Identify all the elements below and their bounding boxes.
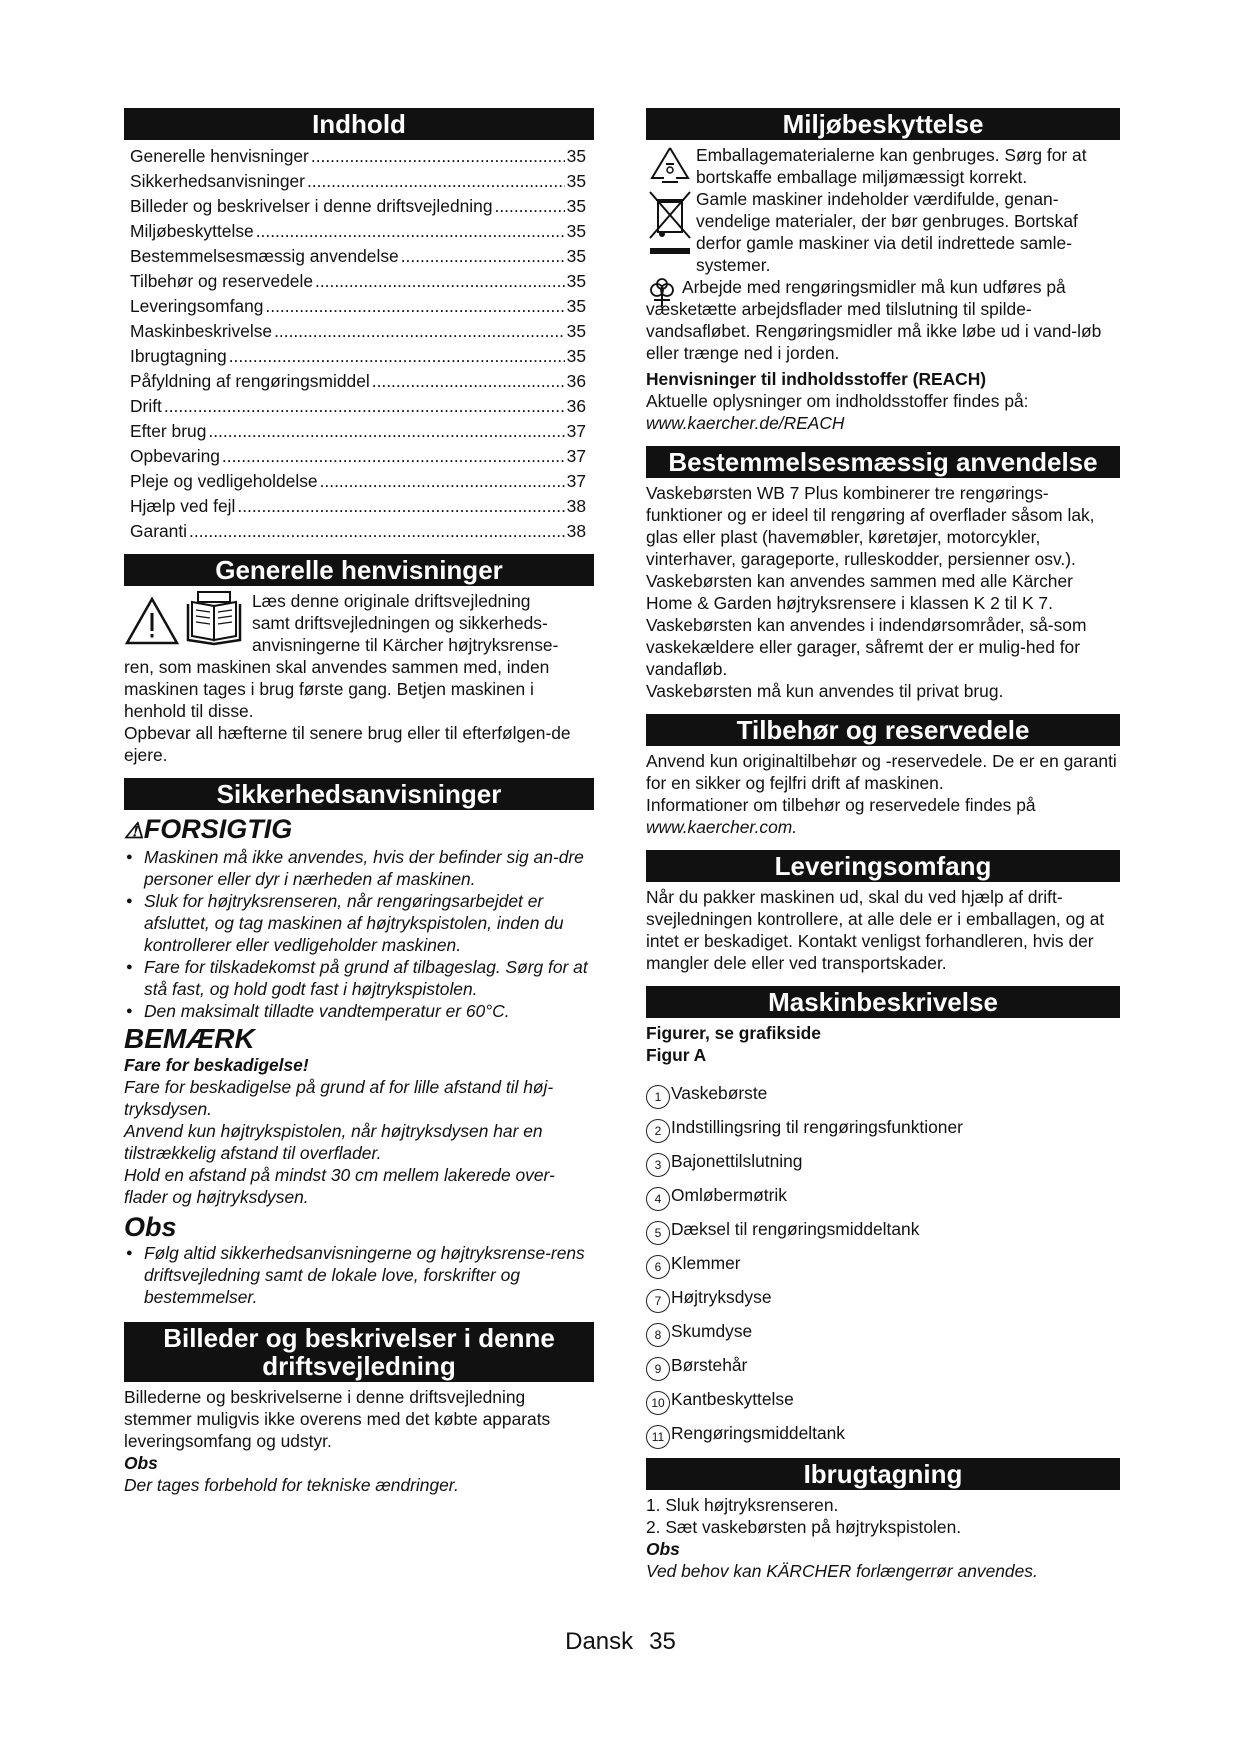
part-number-badge: 2 xyxy=(646,1119,670,1143)
part-label: Højtryksdyse xyxy=(671,1286,772,1307)
toc-entry[interactable] xyxy=(124,269,594,294)
list-item xyxy=(646,1246,1120,1280)
toc-leader-dots xyxy=(222,444,565,469)
toc-leader-dots xyxy=(164,394,565,419)
list-item xyxy=(646,1280,1120,1314)
toc-entry-page: 35 xyxy=(566,321,586,341)
delivery-body: Når du pakker maskinen ud, skal du ved hjælp af drift-svejledningen kontrollere, at alle dele er i emballagen, og at intet er beskadiget. Kontakt venligst forhandleren, hvis der mangler dele eller ved transportskader. xyxy=(646,887,1105,973)
toc-entry[interactable] xyxy=(124,294,594,319)
toc-entry-title: Hjælp ved fejl xyxy=(130,496,236,516)
list-item xyxy=(646,1144,1120,1178)
toc-entry-title: Bestemmelsesmæssig anvendelse xyxy=(130,246,399,266)
toc-entry[interactable] xyxy=(124,194,594,219)
toc-entry[interactable] xyxy=(124,469,594,494)
startup-step: 1. Sluk højtryksrenseren. xyxy=(646,1495,839,1515)
environment-old-machines xyxy=(646,188,1120,276)
toc-entry-title: Miljøbeskyttelse xyxy=(130,221,254,241)
intended-use-heading: Bestemmelsesmæssig anvendelse xyxy=(646,446,1120,478)
toc-entry-page: 35 xyxy=(566,246,586,266)
notice-line-3: Hold en afstand på mindst 30 cm mellem lakerede over-flader og højtryksdysen. xyxy=(124,1165,555,1207)
general-intro xyxy=(124,590,594,656)
toc-entry-page: 37 xyxy=(566,421,586,441)
toc-entry-page: 35 xyxy=(566,346,586,366)
caution-list xyxy=(124,846,594,1022)
left-column xyxy=(124,108,594,1496)
toc-entry[interactable] xyxy=(124,319,594,344)
machine-heading: Maskinbeskrivelse xyxy=(646,986,1120,1018)
parts-list xyxy=(646,1076,1120,1450)
caution-triangle-icon: ⚠ xyxy=(124,818,144,843)
environment-detergent xyxy=(646,276,1120,364)
right-column xyxy=(646,108,1120,1582)
part-label: Vaskebørste xyxy=(671,1082,768,1103)
part-number-badge: 10 xyxy=(646,1391,670,1415)
part-number-badge: 6 xyxy=(646,1255,670,1279)
read-manual-icon xyxy=(184,590,244,646)
toc-leader-dots xyxy=(495,194,565,219)
accessories-body-2: Informationer om tilbehør og reservedele findes på xyxy=(646,795,1036,815)
general-intro-line-3: anvisningerne til Kärcher højtryksrense- xyxy=(252,635,559,655)
detergent-hazard-icon xyxy=(648,278,676,308)
part-label: Omløbermøtrik xyxy=(671,1184,787,1205)
toc-leader-dots xyxy=(311,144,565,169)
table-of-contents xyxy=(124,144,594,544)
part-number-badge: 11 xyxy=(646,1425,670,1449)
part-label: Bajonettilslutning xyxy=(671,1150,803,1171)
toc-heading: Indhold xyxy=(124,108,594,140)
page-number: 35 xyxy=(649,1628,676,1655)
startup-step: 2. Sæt vaskebørsten på højtrykspistolen. xyxy=(646,1517,962,1537)
general-body-2: Opbevar all hæfterne til senere brug eller til efterfølgen-de ejere. xyxy=(124,723,571,765)
toc-entry-page: 35 xyxy=(566,296,586,316)
crossed-bin-icon xyxy=(646,188,694,260)
toc-leader-dots xyxy=(401,244,565,269)
toc-entry-title: Påfyldning af rengøringsmiddel xyxy=(130,371,370,391)
toc-entry[interactable] xyxy=(124,394,594,419)
toc-leader-dots xyxy=(229,344,565,369)
toc-entry-page: 38 xyxy=(566,521,586,541)
general-body: ren, som maskinen skal anvendes sammen med, inden maskinen tages i brug første gang. Betjen maskinen i henhold til disse. xyxy=(124,657,550,721)
part-number-badge: 9 xyxy=(646,1357,670,1381)
environment-packaging xyxy=(646,144,1120,188)
toc-entry[interactable] xyxy=(124,144,594,169)
list-item xyxy=(646,1212,1120,1246)
list-item: ● Fare for tilskadekomst på grund af tilbageslag. Sørg for at stå fast, og hold godt fast i højtrykspistolen. xyxy=(124,956,594,1000)
general-intro-line-2: samt driftsvejledningen og sikkerheds- xyxy=(252,613,548,633)
toc-leader-dots xyxy=(274,319,565,344)
toc-entry-title: Opbevaring xyxy=(130,446,220,466)
intended-use-para: Vaskebørsten WB 7 Plus kombinerer tre rengørings-funktioner og er ideel til rengøring af overflader såsom lak, glas eller plast (havemøbler, køretøjer, motorcykler, vinterhaver, garageporte, rulleskodder, persienner osv.). xyxy=(646,483,1095,569)
part-label: Børstehår xyxy=(671,1354,748,1375)
toc-entry-title: Efter brug xyxy=(130,421,207,441)
images-obs-label: Obs xyxy=(124,1453,158,1473)
toc-entry-page: 36 xyxy=(566,396,586,416)
toc-entry-page: 35 xyxy=(566,221,586,241)
toc-entry[interactable] xyxy=(124,369,594,394)
toc-entry[interactable] xyxy=(124,494,594,519)
accessories-link[interactable]: www.kaercher.com. xyxy=(646,817,798,837)
part-number-badge: 1 xyxy=(646,1085,670,1109)
toc-leader-dots xyxy=(320,469,565,494)
toc-leader-dots xyxy=(256,219,565,244)
startup-obs-text: Ved behov kan KÄRCHER forlængerrør anvendes. xyxy=(646,1561,1038,1581)
toc-leader-dots xyxy=(307,169,565,194)
toc-entry-title: Drift xyxy=(130,396,162,416)
toc-entry-title: Billeder og beskrivelser i denne driftsvejledning xyxy=(130,196,493,216)
general-heading: Generelle henvisninger xyxy=(124,554,594,586)
toc-leader-dots xyxy=(237,494,564,519)
part-number-badge: 7 xyxy=(646,1289,670,1313)
toc-entry[interactable] xyxy=(124,419,594,444)
footer-language: Dansk xyxy=(565,1628,634,1655)
list-item xyxy=(646,1416,1120,1450)
list-item: ● Den maksimalt tilladte vandtemperatur er 60°C. xyxy=(124,1000,594,1022)
notice-line-1: Fare for beskadigelse på grund af for lille afstand til høj-tryksdysen. xyxy=(124,1077,554,1119)
obs-label: Obs xyxy=(124,1212,177,1242)
toc-entry-title: Pleje og vedligeholdelse xyxy=(130,471,318,491)
part-label: Klemmer xyxy=(671,1252,741,1273)
toc-entry-page: 35 xyxy=(566,196,586,216)
part-label: Dæksel til rengøringsmiddeltank xyxy=(671,1218,920,1239)
delivery-heading: Leveringsomfang xyxy=(646,850,1120,882)
reach-link[interactable]: www.kaercher.de/REACH xyxy=(646,413,845,433)
accessories-body: Anvend kun originaltilbehør og -reservedele. De er en garanti for en sikker og fejlfri drift af maskinen. xyxy=(646,751,1117,793)
toc-leader-dots xyxy=(372,369,565,394)
toc-entry[interactable] xyxy=(124,244,594,269)
toc-entry-page: 35 xyxy=(566,171,586,191)
toc-leader-dots xyxy=(189,519,565,544)
part-number-badge: 3 xyxy=(646,1153,670,1177)
caution-label: ⚠FORSIGTIG xyxy=(124,814,293,844)
list-item xyxy=(646,1382,1120,1416)
intended-use-para: Vaskebørsten må kun anvendes til privat brug. xyxy=(646,681,1004,701)
list-item: ● Følg altid sikkerhedsanvisningerne og højtryksrense-rens driftsvejledning samt de lokale love, forskrifter og bestemmelser. xyxy=(124,1242,594,1308)
toc-entry-title: Tilbehør og reservedele xyxy=(130,271,314,291)
part-number-badge: 4 xyxy=(646,1187,670,1211)
list-item xyxy=(646,1348,1120,1382)
obs-list xyxy=(124,1242,594,1308)
toc-entry[interactable] xyxy=(124,169,594,194)
safety-heading: Sikkerhedsanvisninger xyxy=(124,778,594,810)
part-label: Skumdyse xyxy=(671,1320,753,1341)
environment-detergent-text: Arbejde med rengøringsmidler må kun udføres på væsketætte arbejdsflader med tilslutning til spilde-vandsafløbet. Rengøringsmidler må ikke løbe ud i vand-løb eller trænge ned i jorden. xyxy=(646,277,1102,363)
intended-use-para: Vaskebørsten kan anvendes i indendørsområder, så-som vaskekældere eller garager, såfremt der er mulig-hed for vandafløb. xyxy=(646,615,1087,679)
environment-packaging-text: Emballagematerialerne kan genbruges. Sørg for at bortskaffe emballage miljømæssigt korrekt. xyxy=(696,145,1087,187)
startup-heading: Ibrugtagning xyxy=(646,1458,1120,1490)
general-intro-line-1: Læs denne originale driftsvejledning xyxy=(252,591,531,611)
toc-entry[interactable] xyxy=(124,444,594,469)
toc-entry-page: 35 xyxy=(566,146,586,166)
toc-leader-dots xyxy=(315,269,565,294)
toc-leader-dots xyxy=(208,419,564,444)
images-obs-text: Der tages forbehold for tekniske ændringer. xyxy=(124,1475,459,1495)
toc-entry-page: 35 xyxy=(566,271,586,291)
accessories-heading: Tilbehør og reservedele xyxy=(646,714,1120,746)
list-item xyxy=(646,1110,1120,1144)
recycling-icon xyxy=(646,144,694,188)
reach-text: Aktuelle oplysninger om indholdsstoffer findes på: xyxy=(646,391,1029,411)
figure-reference: Figurer, se grafikside xyxy=(646,1023,821,1043)
toc-entry-page: 37 xyxy=(566,471,586,491)
toc-entry-title: Sikkerhedsanvisninger xyxy=(130,171,305,191)
figure-label: Figur A xyxy=(646,1045,707,1065)
reach-title: Henvisninger til indholdsstoffer (REACH) xyxy=(646,369,987,389)
toc-entry-page: 36 xyxy=(566,371,586,391)
environment-heading: Miljøbeskyttelse xyxy=(646,108,1120,140)
environment-old-machines-text: Gamle maskiner indeholder værdifulde, genan-vendelige materialer, der bør genbruges. Bortskaf derfor gamle maskiner via detil indrettede samle-systemer. xyxy=(696,189,1078,275)
toc-entry-title: Leveringsomfang xyxy=(130,296,264,316)
list-item xyxy=(646,1314,1120,1348)
list-item: ● Maskinen må ikke anvendes, hvis der befinder sig an-dre personer eller dyr i nærheden af maskinen. xyxy=(124,846,594,890)
toc-entry-title: Ibrugtagning xyxy=(130,346,227,366)
part-label: Rengøringsmiddeltank xyxy=(671,1422,845,1443)
toc-entry[interactable] xyxy=(124,519,594,544)
part-label: Indstillingsring til rengøringsfunktioner xyxy=(671,1116,963,1137)
page-footer xyxy=(0,1628,1241,1656)
images-heading-line-1: Billeder og beskrivelser i denne xyxy=(163,1323,555,1353)
list-item: ● Sluk for højtryksrenseren, når rengøringsarbejdet er afsluttet, og tag maskinen af højtrykspistolen, inden du kontrollerer eller vedligeholder maskinen. xyxy=(124,890,594,956)
toc-entry-title: Maskinbeskrivelse xyxy=(130,321,273,341)
list-item xyxy=(646,1076,1120,1110)
toc-entry-title: Garanti xyxy=(130,521,188,541)
toc-entry-page: 37 xyxy=(566,446,586,466)
toc-entry-title: Generelle henvisninger xyxy=(130,146,309,166)
toc-entry[interactable] xyxy=(124,219,594,244)
images-heading-line-2: driftsvejledning xyxy=(262,1351,456,1381)
intended-use-para: Vaskebørsten kan anvendes sammen med alle Kärcher Home & Garden højtryksrensere i klassen K 2 til K 7. xyxy=(646,571,1073,613)
startup-obs-label: Obs xyxy=(646,1539,680,1559)
part-label: Kantbeskyttelse xyxy=(671,1388,794,1409)
part-number-badge: 5 xyxy=(646,1221,670,1245)
images-body: Billederne og beskrivelserne i denne driftsvejledning stemmer muligvis ikke overens med det købte apparats leveringsomfang og udstyr. xyxy=(124,1387,551,1451)
toc-entry-page: 38 xyxy=(566,496,586,516)
notice-subheading: Fare for beskadigelse! xyxy=(124,1055,309,1075)
images-heading xyxy=(124,1322,594,1382)
part-number-badge: 8 xyxy=(646,1323,670,1347)
toc-entry[interactable] xyxy=(124,344,594,369)
notice-label: BEMÆRK xyxy=(124,1023,255,1054)
list-item xyxy=(646,1178,1120,1212)
notice-line-2: Anvend kun højtrykspistolen, når højtryksdysen har en tilstrækkelig afstand til overflader. xyxy=(124,1121,543,1163)
toc-leader-dots xyxy=(265,294,564,319)
warning-triangle-icon xyxy=(124,596,180,646)
